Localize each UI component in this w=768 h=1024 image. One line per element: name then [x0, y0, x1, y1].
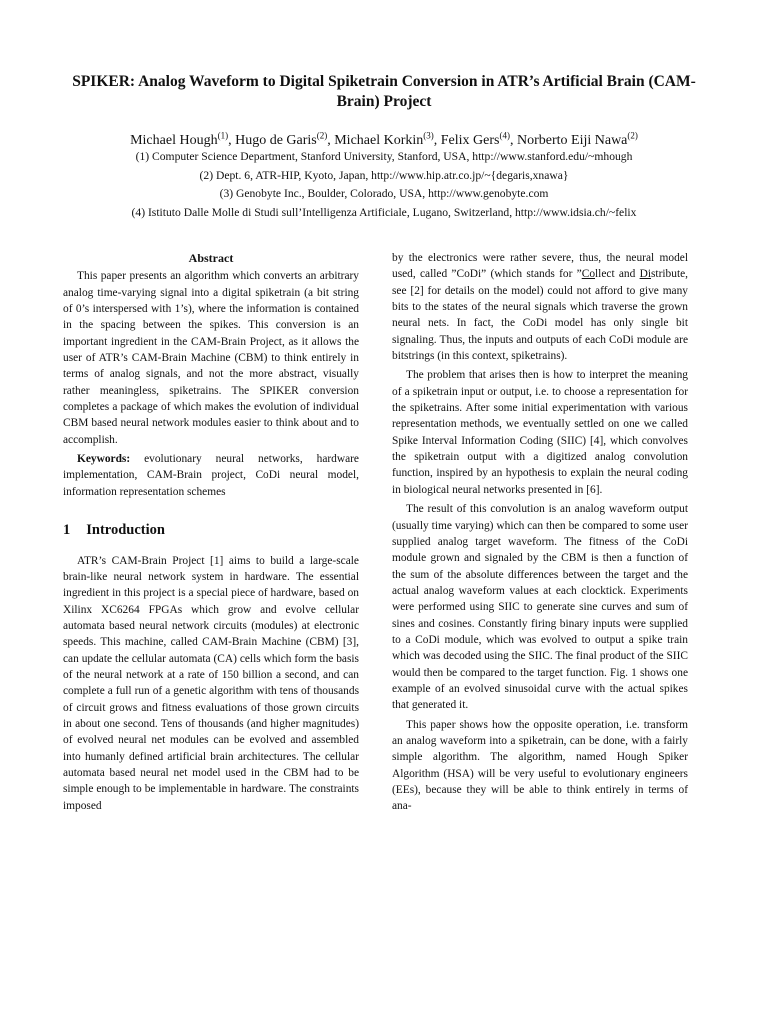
paper-title: SPIKER: Analog Waveform to Digital Spiketrain Conversion in ATR’s Artificial Brain (CAM-Brain) Project — [72, 73, 696, 110]
body-paragraph: The result of this convolution is an analog waveform output (usually time varying) which can then be compared to some user supplied analog target waveform. The fitness of the CoDi module grown and signaled by the CBM is then a function of the sum of the absolute differences between the target and the actual analog waveform values at each clocktick. Experiments were performed using SIIC to generate sine curves and sum of sines and cosines. Constantly firing binary inputs were supplied to a CoDi module, which was evolved to output a spike train which was decoded using the SIIC. The final product of the SIIC would then be compared to the target function. Fig. 1 shows one example of an evolved sinusoidal curve with the actual spikes that generated it. — [392, 503, 688, 712]
affiliation: (2) Dept. 6, ATR-HIP, Kyoto, Japan, http://www.hip.atr.co.jp/~{degaris,xnawa} — [199, 168, 569, 182]
keywords-text: evolutionary neural networks, hardware implementation, CAM-Brain project, CoDi neural model, information representation schemes — [63, 453, 359, 498]
abstract-heading: Abstract — [188, 251, 234, 265]
affiliation: (3) Genobyte Inc., Boulder, Colorado, USA, http://www.genobyte.com — [219, 187, 549, 200]
keywords — [63, 451, 359, 500]
author: Felix Gers$^{(4)}$, — [440, 130, 517, 148]
section-number: 1 — [63, 522, 71, 539]
body-paragraph: by the electronics were rather severe, thus, the neural model used, called ”CoDi” (which stands for ”Collect and Distribute, see [2] for details on the model) could not afford to give many bits to the states of the neural signals which traverse the grown neural nets. In fact, the CoDi model has only single bit signaling. Thus, the inputs and outputs of each CoDi module are bitstrings (in this context, spiketrains). — [392, 252, 689, 363]
body-paragraph: The problem that arises then is how to interpret the meaning of a spiketrain input or output, i.e. to choose a representation for the spiketrains. After some initial experimentation with various representation methods, we eventually settled on one we called Spike Interval Information Coding (SIIC) [4], which convolves the spiketrain output with a digitized analog convolution function, inspired by an hypothesis to explain the neural coding in biological neural networks presented in [6]. — [392, 369, 688, 496]
right-column — [392, 250, 688, 818]
author: Norberto Eiji Nawa$^{(2)}$ — [516, 130, 638, 148]
keywords-label: Keywords: — [77, 453, 131, 466]
section-title: Introduction — [86, 522, 165, 539]
abstract-text: This paper presents an algorithm which converts an arbitrary analog time-varying signal into a digital spiketrain (a bit string of 0’s interspersed with 1’s), where the information is contained in the spacing between the spikes. This conversion is an important ingredient in the CAM-Brain Project, as it allows the user of ATR’s CAM-Brain Machine (CBM) to think entirely in terms of analog signals, and not the more abstract, visually rather meaningless, spiketrains. The SPIKER conversion completes a package of which makes the evolution of individual CBM based neural network modules easier to think about and to accomplish. — [63, 270, 359, 446]
author: Michael Hough$^{(1)}$, — [130, 130, 236, 148]
author-list — [40, 126, 728, 150]
affiliation: (1) Computer Science Department, Stanford University, Stanford, USA, http://www.stanford.edu/~mhough — [135, 150, 633, 163]
affiliations — [40, 148, 728, 222]
section-heading — [63, 522, 359, 538]
intro-paragraph: ATR’s CAM-Brain Project [1] aims to build a large-scale brain-like neural network system in hardware. The essential ingredient in this project is a special piece of hardware, based on Xilinx XC6264 FPGAs which grow and evolve cellular automata based neural network circuits (modules) at electronic speeds. This machine, called CAM-Brain Machine (CBM) [3], can update the cellular automata (CA) cells which form the basis of the neural network at a rate of 150 billion a second, and can complete a full run of a genetic algorithm with tens of thousands of circuit grows and fitness evaluations of those grown circuits in about one second. Tens of thousands (and higher magnitudes) of evolved neural net modules can be evolved and assembled into humanly defined artificial brain architectures. The cellular automata based neural net model used in the CBM had to be simple enough to be implementable in hardware. The constraints imposed — [63, 554, 359, 812]
left-column — [63, 250, 359, 817]
author: Michael Korkin$^{(3)}$, — [334, 130, 441, 148]
affiliation: (4) Istituto Dalle Molle di Studi sull’Intelligenza Artificiale, Lugano, Switzerland, http://www.idsia.ch/~felix — [131, 205, 637, 219]
body-paragraph: This paper shows how the opposite operation, i.e. transform an analog waveform into a spiketrain, can be done, with a fairly simple algorithm. The algorithm, named Hough Spiker Algorithm (HSA) will be very useful to evolutionary engineers (EEs), because they will be able to think entirely in terms of ana- — [392, 718, 688, 813]
author: Hugo de Garis$^{(2)}$, — [235, 130, 335, 148]
